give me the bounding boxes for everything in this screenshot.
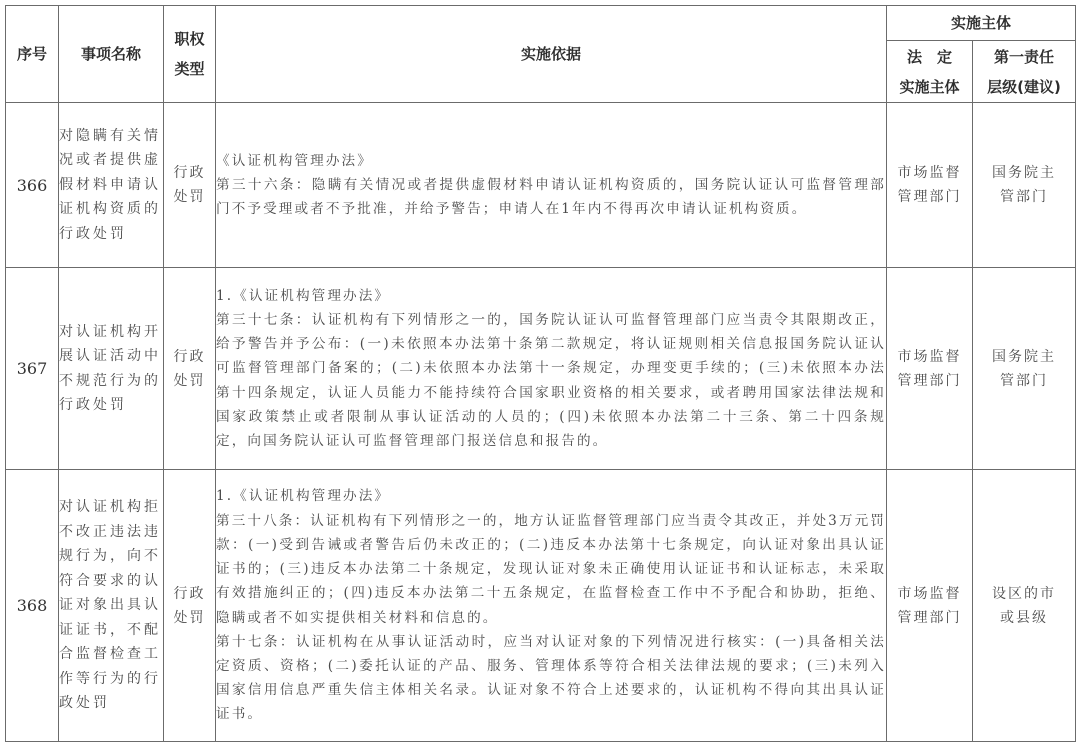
row-seq: 366 xyxy=(6,103,59,268)
header-first-level-line1: 第一责任 xyxy=(994,47,1055,66)
row-item-name: 对认证机构拒不改正违法违规行为，向不符合要求的认证对象出具认证证书，不配合监督检查工作等行为的行政处罚 xyxy=(59,470,164,742)
header-first-level xyxy=(973,41,1076,103)
row-legal-subject xyxy=(887,103,973,268)
header-basis: 实施依据 xyxy=(216,6,887,103)
row-legal-subject xyxy=(887,470,973,742)
header-item-name: 事项名称 xyxy=(59,6,164,103)
row-first-level-text: 国务院主管部门 xyxy=(992,348,1056,389)
row-power-type xyxy=(164,470,216,742)
row-first-level-text: 设区的市或县级 xyxy=(992,585,1056,626)
header-power-type xyxy=(164,6,216,103)
basis-paragraph: 《认证机构管理办法》 xyxy=(216,152,373,169)
row-power-type xyxy=(164,103,216,268)
row-basis xyxy=(216,268,887,470)
row-legal-subject-text: 市场监督管理部门 xyxy=(897,165,962,205)
table-row xyxy=(6,268,1076,470)
header-power-type-line1: 职权 xyxy=(174,30,205,48)
table-row xyxy=(6,103,1076,268)
basis-paragraph: 第三十八条：认证机构有下列情形之一的，地方认证监督管理部门应当责令其改正，并处3万元罚款：(一)受到告诫或者警告后仍未改正的；(二)违反本办法第十七条规定，向认证对象出具认证证书的；(三)违反本办法第二十条规定，发现认证对象未正确使用认证证书和认证标志，未采取有效措施纠正的；(四)违反本办法第二十五条规定，在监督检查工作中不予配合和协助，拒绝、隐瞒或者不如实提供相关材料和信息的。 xyxy=(216,512,886,626)
row-first-level xyxy=(973,470,1076,742)
row-power-type xyxy=(164,268,216,470)
administrative-penalty-table xyxy=(5,5,1076,742)
basis-paragraph: 1.《认证机构管理办法》 xyxy=(216,287,391,304)
row-seq: 367 xyxy=(6,268,59,470)
header-first-level-line2: 层级(建议) xyxy=(987,77,1061,96)
table-row xyxy=(6,470,1076,742)
row-power-type-text: 行政处罚 xyxy=(173,348,206,389)
row-legal-subject-text: 市场监督管理部门 xyxy=(897,348,962,389)
row-basis xyxy=(216,103,887,268)
basis-paragraph: 1.《认证机构管理办法》 xyxy=(216,488,391,505)
header-legal-subject xyxy=(887,41,973,103)
header-subject-group: 实施主体 xyxy=(887,6,1076,41)
header-legal-subject-line2: 实施主体 xyxy=(899,77,960,96)
row-legal-subject-text: 市场监督管理部门 xyxy=(897,585,962,626)
row-first-level xyxy=(973,103,1076,268)
header-power-type-line2: 类型 xyxy=(174,60,205,78)
row-first-level-text: 国务院主管部门 xyxy=(992,165,1056,205)
row-first-level xyxy=(973,268,1076,470)
basis-paragraph: 第三十六条：隐瞒有关情况或者提供虚假材料申请认证机构资质的，国务院认证认可监督管理部门不予受理或者不予批准，并给予警告；申请人在1年内不得再次申请认证机构资质。 xyxy=(216,176,886,218)
row-power-type-text: 行政处罚 xyxy=(173,165,206,205)
basis-paragraph: 第三十七条：认证机构有下列情形之一的，国务院认证认可监督管理部门应当责令其限期改正，给予警告并予公布：(一)未依照本办法第十条第二款规定，将认证规则相关信息报国务院认证认可监督管理部门备案的；(二)未依照本办法第十一条规定，办理变更手续的；(三)未依照本办法第十四条规定，认证人员能力不能持续符合国家职业资格的相关要求，或者聘用国家法律法规和国家政策禁止或者限制从事认证活动的人员的；(四)未依照本办法第二十三条、第二十四条规定，向国务院认证认可监督管理部门报送信息和报告的。 xyxy=(216,311,886,449)
row-seq: 368 xyxy=(6,470,59,742)
row-item-name: 对认证机构开展认证活动中不规范行为的行政处罚 xyxy=(59,268,164,470)
row-item-name: 对隐瞒有关情况或者提供虚假材料申请认证机构资质的行政处罚 xyxy=(59,103,164,268)
row-power-type-text: 行政处罚 xyxy=(173,585,206,626)
row-legal-subject xyxy=(887,268,973,470)
header-seq: 序号 xyxy=(6,6,59,103)
header-legal-subject-line1: 法 定 xyxy=(906,47,952,66)
row-basis xyxy=(216,470,887,742)
basis-paragraph: 第十七条：认证机构在从事认证活动时，应当对认证对象的下列情况进行核实：(一)具备相关法定资质、资格；(二)委托认证的产品、服务、管理体系等符合相关法律法规的要求；(三)未列入国家信用信息严重失信主体相关名录。认证对象不符合上述要求的，认证机构不得向其出具认证证书。 xyxy=(216,633,886,723)
